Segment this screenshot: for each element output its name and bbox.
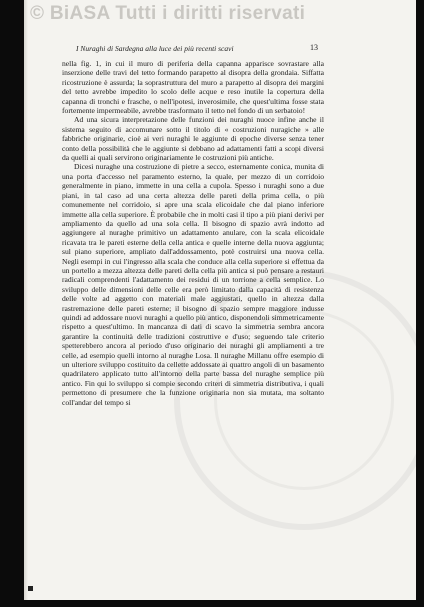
paragraph: nella fig. 1, in cui il muro di periferia della capanna apparisce sovrastare alla inserzione delle travi del tetto formando parapetto al disopra della grondaia. Siffatta ricostruzione è assurda; la soprastruttura del muro a parapetto al disopra dei margini del tetto avrebbe impedito lo scolo delle acque e reso inutile la copertura della capanna di tronchi e frasche, o nell'ipotesi, inverosimile, che quest'ultima fosse stata fortemente impermeabile, avrebbe trasformato il tetto nel fondo di un serbatoio! [62, 59, 324, 116]
copyright-watermark: © BiASA Tutti i diritti riservati [30, 3, 306, 24]
paragraph: Dicesi nuraghe una costruzione di pietre a secco, esternamente conica, munita di una porta d'accesso nel paramento esterno, la quale, per mezzo di un corridoio generalmente in piano, immette in una cella a cupola. Spesso i nuraghi sono a due piani, in tal caso ad una certa altezza delle pareti della prima cella, o più comunemente nel corridoio, si apre una scala elicoidale che dal piano inferiore immette alla cella superiore. È probabile che in molti casi il tipo a più piani derivi per ampliamento da quello ad una sola cella. Il bisogno di spazio avrà indotto ad aggiungere al nuraghe primitivo un adattamento anulare, con la scala elicoidale ricavata tra le pareti esterne della cella antica e quelle interne della nuova aggiunta; sul piano superiore, ampliato dall'addossamento, potè costruirsi una nuova cella. Negli esempi in cui l'ingresso alla scala che conduce alla cella superiore si effettua da un portello a mezza altezza delle pareti della cella più antica si può pensare a restauri radicali comprendenti l'adattamento dei residui di un torrione a cella semplice. Lo sviluppo delle dimensioni delle celle era però limitato dalla capacità di resistenza delle volte ad aggetto con materiali male aggiustati, quello in altezza dalla rastremazione delle pareti esterne; il bisogno di spazio sempre maggiore indusse quindi ad addossare nuovi nuraghi a quello più antico, disponendoli simmetricamente rispetto a quest'ultimo. In mancanza di dati di scavo la simmetria sembra ancora garantire la continuità delle tradizioni costruttive e d'uso; seguendo tale criterio spetterebbero ancora al periodo d'uso originario dei nuraghi gli ampliamenti a tre celle, ad esempio quelli intorno al nuraghe Losa. Il nuraghe Millanu offre esempio di un ulteriore sviluppo costituito da cellette addossate ai quattro angoli di un basamento quadrilatero applicato tutto all'intorno della parte bassa del nuraghe semplice più antico. Fin qui lo sviluppo si compie secondo criteri di simmetria distributiva, i quali permettono di presumere che la funzione originaria non sia mutata, ma soltanto coll'andar del tempo si [62, 162, 324, 407]
paragraph: Ad una sicura interpretazione delle funzioni dei nuraghi nuoce infine anche il sistema seguito di accomunare sotto il titolo di « costruzioni nuragiche » alle fabbriche originarie, cioè ai veri nuraghi le aggiunte di epoche diverse senza tener conto della possibilità che le aggiunte si debbano ad adattamenti fatti a scopi diversi da quelli ai quali servirono originariamente le costruzioni più antiche. [62, 115, 324, 163]
document-page [24, 0, 416, 600]
scan-corner-mark [28, 586, 33, 591]
page-number: 13 [310, 43, 318, 52]
running-header-title: I Nuraghi di Sardegna alla luce dei più recenti scavi [76, 44, 234, 53]
body-text [62, 59, 324, 407]
